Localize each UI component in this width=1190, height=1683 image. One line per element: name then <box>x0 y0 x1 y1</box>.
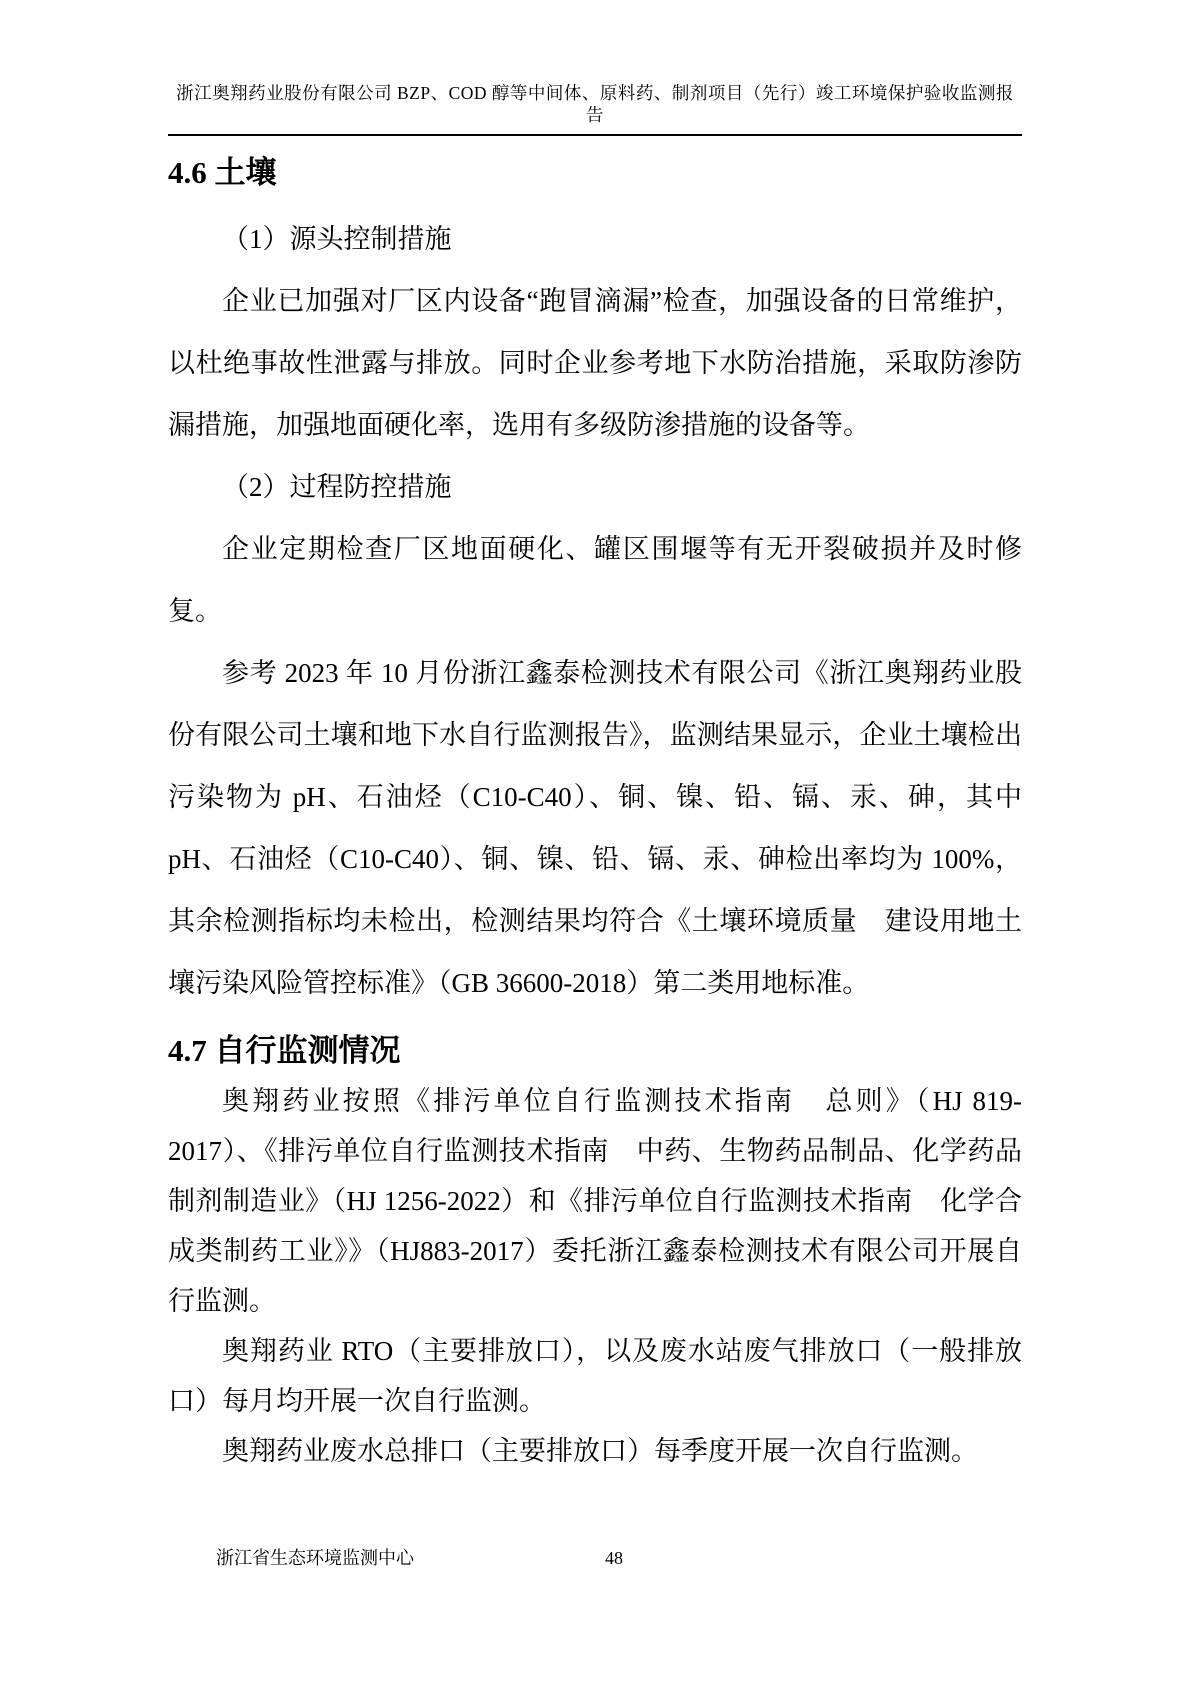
paragraph: 奥翔药业按照《排污单位自行监测技术指南 总则》（HJ 819-2017）、《排污单位自行监测技术指南 中药、生物药品制品、化学药品制剂制造业》（HJ 1256-2022）和《排污单位自行监测技术指南 化学合成类制药工业》》（HJ883-2017）委托浙江鑫泰检测技术有限公司开展自行监测。 <box>168 1086 1022 1316</box>
footer-organization: 浙江省生态环境监测中心 <box>216 1548 414 1568</box>
paragraph: 参考 2023 年 10 月份浙江鑫泰检测技术有限公司《浙江奥翔药业股份有限公司土壤和地下水自行监测报告》，监测结果显示，企业土壤检出污染物为 pH、石油烃（C10-C40）、铜、镍、铅、镉、汞、砷，其中 pH、石油烃（C10-C40）、铜、镍、铅、镉、汞、砷检出率均为 100%，其余检测指标均未检出，检测结果均符合《土壤环境质量 建设用地土壤污染风险管控标准》（GB 36600-2018）第二类用地标准。 <box>168 658 1022 998</box>
paragraph: 奥翔药业废水总排口（主要排放口）每季度开展一次自行监测。 <box>222 1436 978 1466</box>
paragraph: 企业已加强对厂区内设备“跑冒滴漏”检查，加强设备的日常维护，以杜绝事故性泄露与排放。同时企业参考地下水防治措施，采取防渗防漏措施，加强地面硬化率，选用有多级防渗措施的设备等。 <box>168 286 1022 440</box>
paragraph: （2）过程防控措施 <box>222 472 452 502</box>
paragraph: 奥翔药业 RTO（主要排放口），以及废水站废气排放口（一般排放口）每月均开展一次自行监测。 <box>168 1336 1022 1416</box>
section-4-6-body <box>168 208 1022 1014</box>
section-4-7-body <box>168 1076 1022 1476</box>
page-content <box>168 82 1022 1476</box>
section-heading-4-7: 4.7 自行监测情况 <box>168 1033 401 1068</box>
paragraph: （1）源头控制措施 <box>222 224 452 254</box>
section-heading-4-6: 4.6 土壤 <box>168 155 277 190</box>
header-title-line1: 浙江奥翔药业股份有限公司 BZP、COD 醇等中间体、原料药、制剂项目（先行）竣工环境保护验收监测报 <box>176 83 1014 103</box>
header-title-line2: 告 <box>586 105 604 125</box>
page-number: 48 <box>605 1548 623 1568</box>
page-footer <box>168 1546 1022 1570</box>
paragraph: 企业定期检查厂区地面硬化、罐区围堰等有无开裂破损并及时修复。 <box>168 534 1022 626</box>
header-divider <box>168 134 1022 136</box>
page-header <box>168 82 1022 126</box>
